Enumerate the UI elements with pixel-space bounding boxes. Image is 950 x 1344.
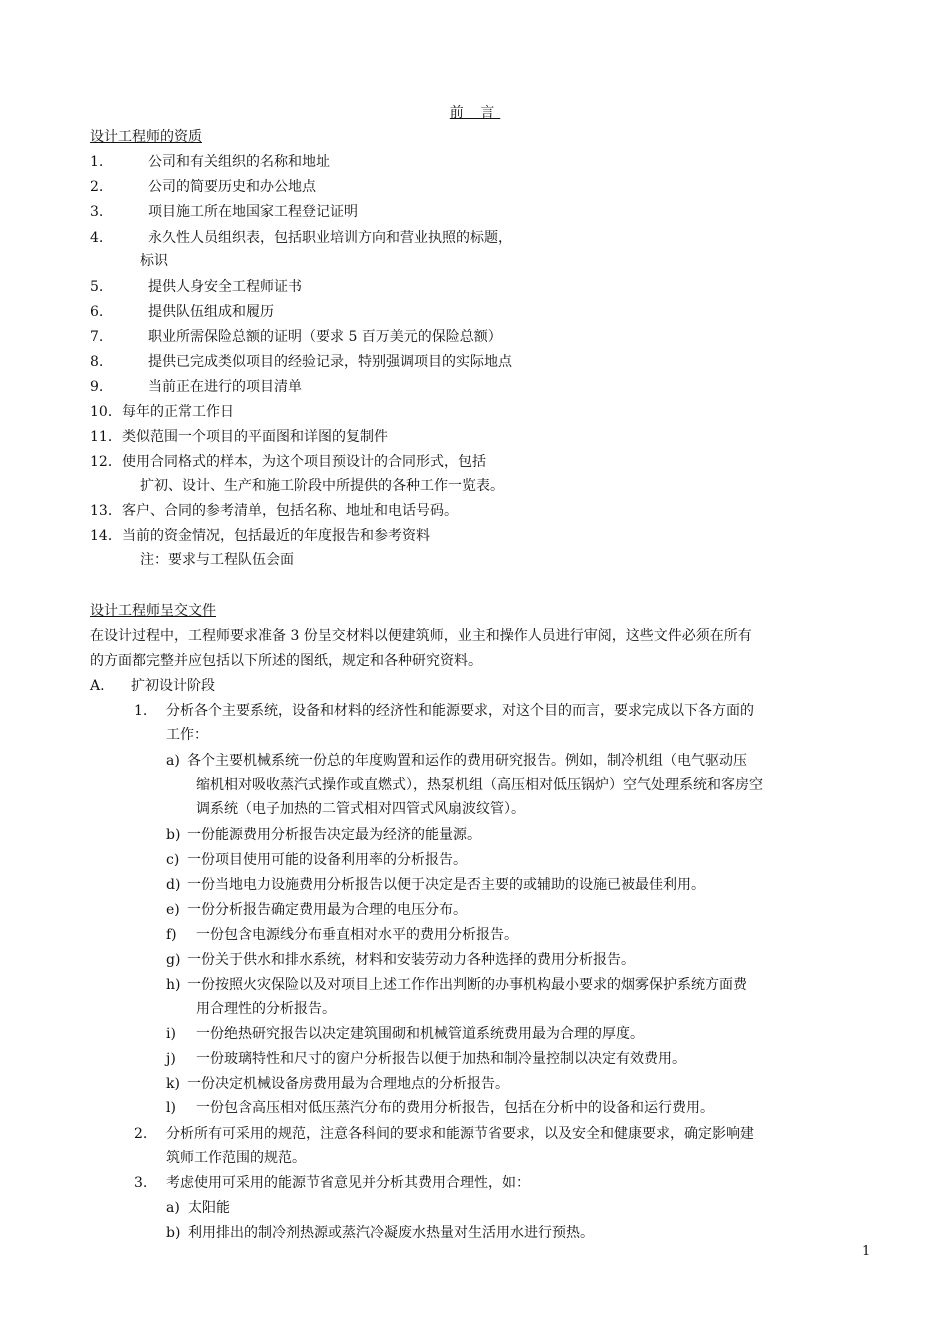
sub-item-letter: g) xyxy=(166,952,181,968)
phase-label: A. xyxy=(90,678,105,694)
list-item: 提供已完成类似项目的经验记录，特别强调项目的实际地点 xyxy=(148,354,512,370)
list-item-number: 8. xyxy=(90,354,104,370)
sub-item-letter: j) xyxy=(166,1051,176,1067)
item-text: 筑师工作范围的规范。 xyxy=(166,1150,306,1166)
sub-item-letter: i) xyxy=(166,1026,176,1042)
list-item: 每年的正常工作日 xyxy=(122,404,234,420)
sub-item-text: 一份包含高压相对低压蒸汽分布的费用分析报告，包括在分析中的设备和运行费用。 xyxy=(196,1100,714,1116)
item-number: 3. xyxy=(134,1175,148,1191)
list-item-number: 1. xyxy=(90,154,104,170)
note-text: 注：要求与工程队伍会面 xyxy=(140,552,294,568)
list-item: 职业所需保险总额的证明（要求 5 百万美元的保险总额） xyxy=(148,329,502,345)
sub-item-text: 用合理性的分析报告。 xyxy=(196,1001,336,1017)
list-item-number: 11． xyxy=(90,429,122,445)
sub-item-text: 一份绝热研究报告以决定建筑围砌和机械管道系统费用最为合理的厚度。 xyxy=(196,1026,644,1042)
sub-item-text: 缩机相对吸收蒸汽式操作或直燃式），热泵机组（高压相对低压锅炉）空气处理系统和客房空 xyxy=(196,777,763,793)
item-text: 分析所有可采用的规范，注意各科间的要求和能源节省要求，以及安全和健康要求，确定影响建 xyxy=(166,1126,754,1142)
sub-item-letter: f) xyxy=(166,927,177,943)
sub-item-text: 一份分析报告确定费用最为合理的电压分布。 xyxy=(187,902,467,918)
sub-item-text: 各个主要机械系统一份总的年度购置和运作的费用研究报告。例如，制冷机组（电气驱动压 xyxy=(187,753,747,769)
sub-item-text: 太阳能 xyxy=(188,1200,230,1216)
list-item-number: 12． xyxy=(90,454,122,470)
intro-paragraph-line: 的方面都完整并应包括以下所述的图纸，规定和各种研究资料。 xyxy=(90,653,482,669)
sub-item-text: 一份决定机械设备房费用最为合理地点的分析报告。 xyxy=(187,1076,509,1092)
intro-paragraph-line: 在设计过程中，工程师要求准备 3 份呈交材料以便建筑师，业主和操作人员进行审阅，这些文件必须在所有 xyxy=(90,628,752,644)
list-item: 公司的简要历史和办公地点 xyxy=(148,179,316,195)
sub-item-letter: c) xyxy=(166,852,180,868)
item-number: 2. xyxy=(134,1126,148,1142)
sub-item-letter: e) xyxy=(166,902,180,918)
item-text: 工作： xyxy=(166,727,208,743)
page-number: 1 xyxy=(862,1244,871,1259)
item-text: 考虑使用可采用的能源节省意见并分析其费用合理性，如： xyxy=(166,1175,530,1191)
list-item-number: 5. xyxy=(90,279,104,295)
page-title: 前 言 xyxy=(449,105,501,121)
sub-item-letter: h) xyxy=(166,977,181,993)
list-item-number: 13． xyxy=(90,503,122,519)
sub-item-text: 一份玻璃特性和尺寸的窗户分析报告以便于加热和制冷量控制以决定有效费用。 xyxy=(196,1051,686,1067)
sub-item-letter: a) xyxy=(166,753,180,769)
sub-item-text: 利用排出的制冷剂热源或蒸汽冷凝废水热量对生活用水进行预热。 xyxy=(188,1225,594,1241)
sub-item-letter: d) xyxy=(166,877,181,893)
list-item: 提供队伍组成和履历 xyxy=(148,304,274,320)
list-item-number: 4. xyxy=(90,230,104,246)
sub-item-text: 一份包含电源线分布垂直相对水平的费用分析报告。 xyxy=(196,927,518,943)
list-item-number: 10． xyxy=(90,404,122,420)
sub-item-letter: b) xyxy=(166,1225,181,1241)
list-item: 永久性人员组织表，包括职业培训方向和营业执照的标题， xyxy=(148,230,512,246)
section-heading-submittals: 设计工程师呈交文件 xyxy=(90,603,216,619)
list-item: 类似范围一个项目的平面图和详图的复制件 xyxy=(122,429,388,445)
sub-item-text: 一份项目使用可能的设备利用率的分析报告。 xyxy=(187,852,467,868)
list-item: 当前正在进行的项目清单 xyxy=(148,379,302,395)
list-item: 提供人身安全工程师证书 xyxy=(148,279,302,295)
list-item: 使用合同格式的样本，为这个项目预设计的合同形式，包括 xyxy=(122,454,486,470)
sub-item-letter: k) xyxy=(166,1076,180,1092)
list-item: 客户、合同的参考清单，包括名称、地址和电话号码。 xyxy=(122,503,458,519)
section-heading-qualifications: 设计工程师的资质 xyxy=(90,129,202,145)
sub-item-text: 一份当地电力设施费用分析报告以便于决定是否主要的或辅助的设施已被最佳利用。 xyxy=(187,877,705,893)
sub-item-letter: a) xyxy=(166,1200,180,1216)
list-item-continuation: 标识 xyxy=(140,253,168,269)
list-item-number: 6. xyxy=(90,304,104,320)
item-number: 1. xyxy=(134,703,148,719)
sub-item-letter: l) xyxy=(166,1100,176,1116)
sub-item-letter: b) xyxy=(166,827,181,843)
phase-title: 扩初设计阶段 xyxy=(131,678,215,694)
list-item: 公司和有关组织的名称和地址 xyxy=(148,154,330,170)
list-item-number: 2. xyxy=(90,179,104,195)
sub-item-text: 一份按照火灾保险以及对项目上述工作作出判断的办事机构最小要求的烟雾保护系统方面费 xyxy=(187,977,747,993)
list-item-number: 9. xyxy=(90,379,104,395)
sub-item-text: 调系统（电子加热的二管式相对四管式风扇波纹管）。 xyxy=(196,801,525,817)
sub-item-text: 一份关于供水和排水系统，材料和安装劳动力各种选择的费用分析报告。 xyxy=(187,952,635,968)
list-item-number: 3. xyxy=(90,204,104,220)
list-item-continuation: 扩初、设计、生产和施工阶段中所提供的各种工作一览表。 xyxy=(140,478,504,494)
sub-item-text: 一份能源费用分析报告决定最为经济的能量源。 xyxy=(187,827,481,843)
list-item: 项目施工所在地国家工程登记证明 xyxy=(148,204,358,220)
list-item: 当前的资金情况，包括最近的年度报告和参考资料 xyxy=(122,528,430,544)
list-item-number: 7. xyxy=(90,329,104,345)
list-item-number: 14． xyxy=(90,528,122,544)
item-text: 分析各个主要系统，设备和材料的经济性和能源要求，对这个目的而言，要求完成以下各方面的 xyxy=(166,703,754,719)
